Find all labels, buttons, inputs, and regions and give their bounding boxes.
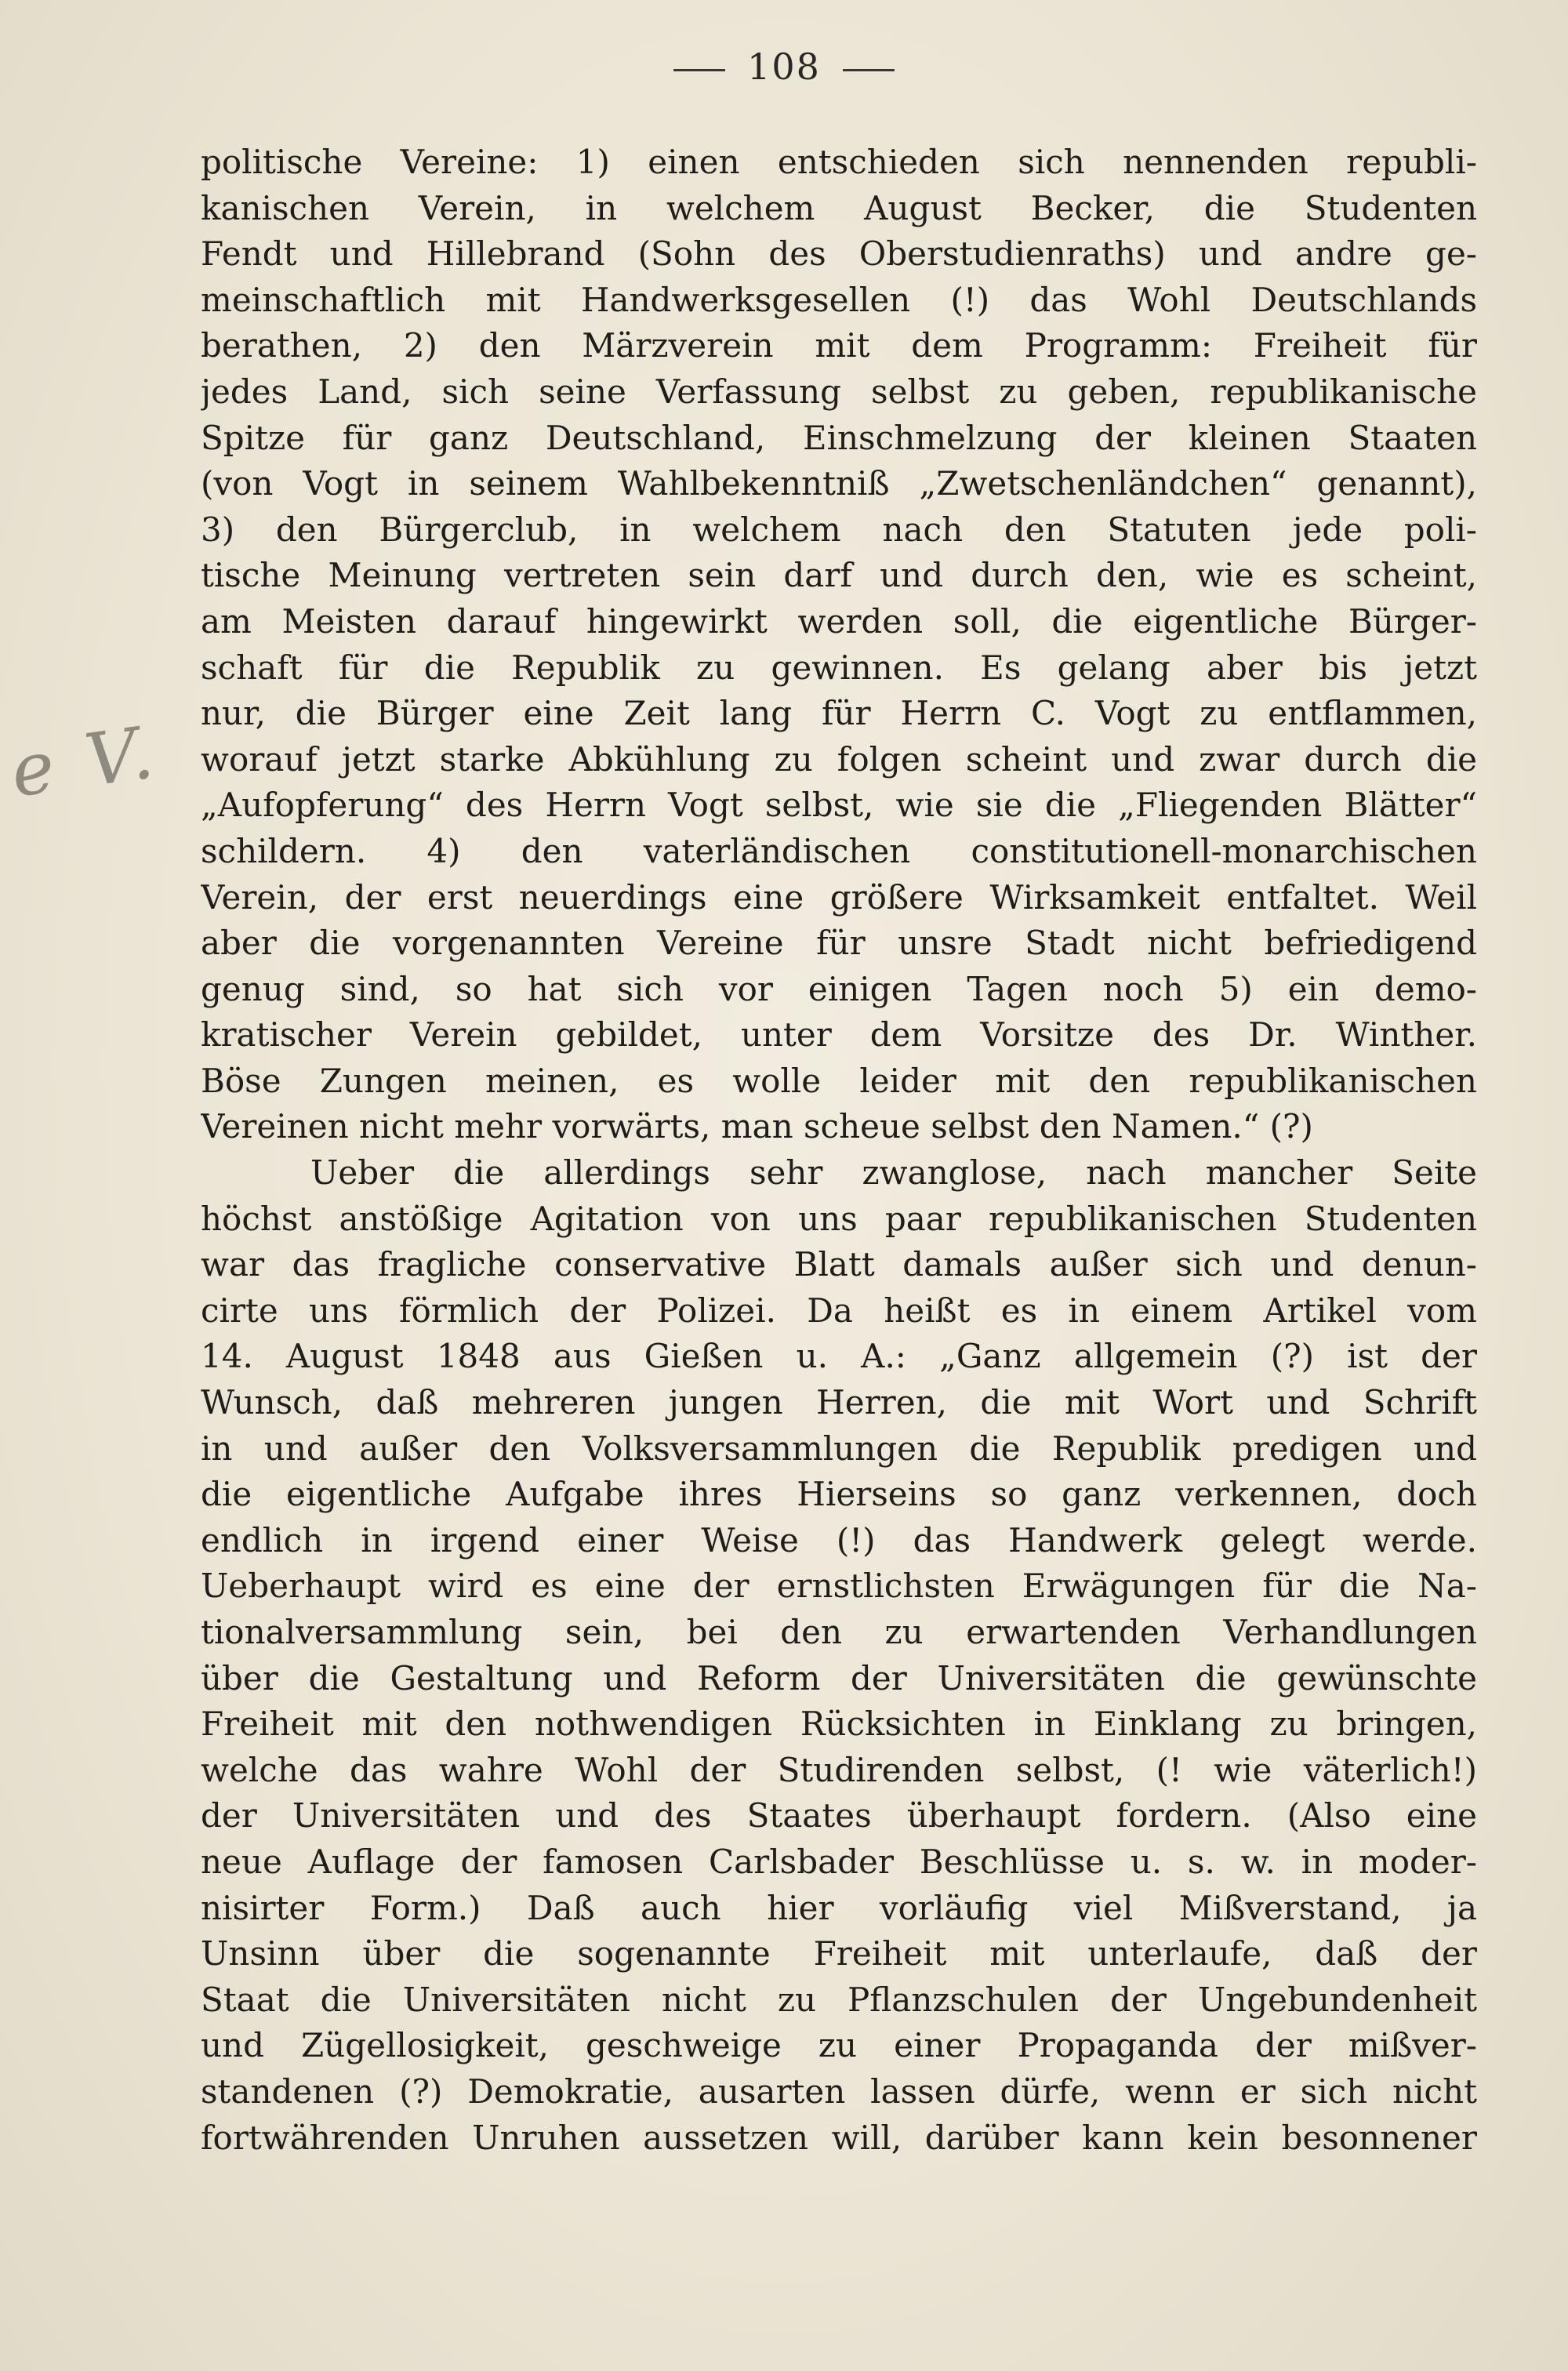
text-line: schildern. 4) den vaterländischen constitutionell-monarchischen bbox=[201, 831, 1477, 870]
text-line: Böse Zungen meinen, es wolle leider mit den republikanischen bbox=[201, 1061, 1477, 1100]
text-line: politische Vereine: 1) einen entschieden sich nennenden republi- bbox=[201, 143, 1477, 181]
text-line: Verein, der erst neuerdings eine größere Wirksamkeit entfaltet. Weil bbox=[201, 877, 1477, 917]
page-header bbox=[0, 45, 1568, 88]
header-dash-left bbox=[673, 69, 725, 71]
page-number: 108 bbox=[747, 45, 821, 88]
text-line: tische Meinung vertreten sein darf und durch den, wie es scheint, bbox=[201, 556, 1477, 595]
text-line: cirte uns förmlich der Polizei. Da heißt es in einem Artikel vom bbox=[201, 1291, 1477, 1330]
text-line: welche das wahre Wohl der Studirenden selbst, (! wie väterlich!) bbox=[201, 1750, 1477, 1789]
text-line: genug sind, so hat sich vor einigen Tagen noch 5) ein demo- bbox=[201, 969, 1477, 1008]
text-line: meinschaftlich mit Handwerksgesellen (!) das Wohl Deutschlands bbox=[201, 280, 1477, 319]
text-line-paragraph-start: Ueber die allerdings sehr zwanglose, nach mancher Seite bbox=[310, 1153, 1477, 1193]
text-line: kanischen Verein, in welchem August Becker, die Studenten bbox=[201, 188, 1477, 227]
text-line: höchst anstößige Agitation von uns paar republikanischen Studenten bbox=[201, 1199, 1477, 1238]
text-line: 3) den Bürgerclub, in welchem nach den Statuten jede poli- bbox=[201, 510, 1477, 549]
text-line: Ueberhaupt wird es eine der ernstlichsten Erwägungen für die Na- bbox=[201, 1567, 1477, 1606]
header-dash-right bbox=[843, 69, 895, 71]
text-line: standenen (?) Demokratie, ausarten lassen dürfe, wenn er sich nicht bbox=[201, 2071, 1477, 2111]
text-line: der Universitäten und des Staates überhaupt fordern. (Also eine bbox=[201, 1796, 1477, 1835]
text-line: Wunsch, daß mehreren jungen Herren, die mit Wort und Schrift bbox=[201, 1383, 1477, 1422]
text-line: am Meisten darauf hingewirkt werden soll, die eigentliche Bürger- bbox=[201, 601, 1477, 641]
text-line: aber die vorgenannten Vereine für unsre Stadt nicht befriedigend bbox=[201, 924, 1477, 963]
text-line: nur, die Bürger eine Zeit lang für Herrn C. Vogt zu entflammen, bbox=[201, 694, 1477, 733]
text-line: Unsinn über die sogenannte Freiheit mit unterlaufe, daß der bbox=[201, 1934, 1477, 1973]
text-line: berathen, 2) den Märzverein mit dem Programm: Freiheit für bbox=[201, 326, 1477, 365]
text-line: über die Gestaltung und Reform der Universitäten die gewünschte bbox=[201, 1658, 1477, 1697]
text-line-paragraph-end: Vereinen nicht mehr vorwärts, man scheue selbst den Namen.“ (?) bbox=[201, 1107, 1313, 1146]
body-text bbox=[201, 140, 1477, 2161]
text-line: worauf jetzt starke Abkühlung zu folgen scheint und zwar durch die bbox=[201, 739, 1477, 779]
text-line: neue Auflage der famosen Carlsbader Beschlüsse u. s. w. in moder- bbox=[201, 1842, 1477, 1881]
text-line: fortwährenden Unruhen aussetzen will, darüber kann kein besonnener bbox=[201, 2118, 1477, 2157]
handwritten-margin-note: e V. bbox=[5, 710, 163, 814]
text-line: „Aufopferung“ des Herrn Vogt selbst, wie sie die „Fliegenden Blätter“ bbox=[201, 786, 1477, 825]
text-line: und Zügellosigkeit, geschweige zu einer Propaganda der mißver- bbox=[201, 2026, 1477, 2065]
text-line: endlich in irgend einer Weise (!) das Handwerk gelegt werde. bbox=[201, 1520, 1477, 1559]
text-line: nisirter Form.) Daß auch hier vorläufig viel Mißverstand, ja bbox=[201, 1888, 1477, 1927]
text-line: kratischer Verein gebildet, unter dem Vorsitze des Dr. Winther. bbox=[201, 1015, 1477, 1055]
text-line: schaft für die Republik zu gewinnen. Es gelang aber bis jetzt bbox=[201, 648, 1477, 687]
text-line: (von Vogt in seinem Wahlbekenntniß „Zwetschenländchen“ genannt), bbox=[201, 464, 1477, 503]
text-line: Staat die Universitäten nicht zu Pflanzschulen der Ungebundenheit bbox=[201, 1980, 1477, 2019]
text-line: war das fragliche conservative Blatt damals außer sich und denun- bbox=[201, 1245, 1477, 1284]
text-line: jedes Land, sich seine Verfassung selbst zu geben, republikanische bbox=[201, 372, 1477, 411]
text-line: 14. August 1848 aus Gießen u. A.: „Ganz allgemein (?) ist der bbox=[201, 1337, 1477, 1376]
text-line: Fendt und Hillebrand (Sohn des Oberstudienraths) und andre ge- bbox=[201, 234, 1477, 274]
text-line: tionalversammlung sein, bei den zu erwartenden Verhandlungen bbox=[201, 1613, 1477, 1651]
text-line: in und außer den Volksversammlungen die Republik predigen und bbox=[201, 1429, 1477, 1468]
text-line: Spitze für ganz Deutschland, Einschmelzung der kleinen Staaten bbox=[201, 418, 1477, 457]
text-line: Freiheit mit den nothwendigen Rücksichten in Einklang zu bringen, bbox=[201, 1705, 1477, 1744]
text-line: die eigentliche Aufgabe ihres Hierseins so ganz verkennen, doch bbox=[201, 1475, 1477, 1514]
